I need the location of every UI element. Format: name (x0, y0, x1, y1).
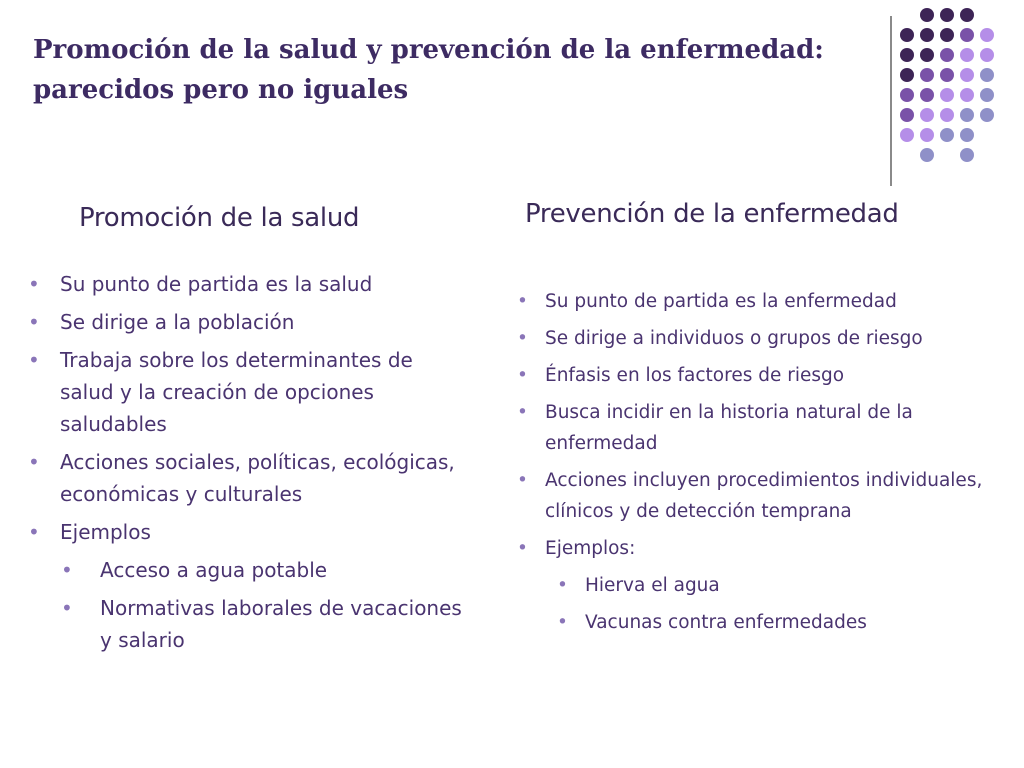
list-item: • Busca incidir en la historia natural de la enfermedad (515, 397, 985, 459)
example-item: • Hierva el agua (515, 570, 985, 601)
decor-dot (960, 48, 974, 62)
decor-dot (960, 128, 974, 142)
decor-dot (920, 128, 934, 142)
prevention-column (515, 194, 985, 644)
decor-dot (980, 28, 994, 42)
decor-dot (900, 128, 914, 142)
decor-dot (920, 28, 934, 42)
promotion-list (28, 268, 468, 656)
list-item: • Acciones sociales, políticas, ecológicas, económicas y culturales (28, 446, 468, 510)
list-item: • Ejemplos: (515, 533, 985, 564)
list-item: • Se dirige a individuos o grupos de riesgo (515, 323, 985, 354)
decor-dot (920, 68, 934, 82)
list-item: • Se dirige a la población (28, 306, 468, 338)
list-item: • Su punto de partida es la enfermedad (515, 286, 985, 317)
example-item: • Normativas laborales de vacaciones y salario (28, 592, 468, 656)
example-item: • Acceso a agua potable (28, 554, 468, 586)
decor-dot (940, 8, 954, 22)
decor-dot (940, 28, 954, 42)
decor-dot (960, 28, 974, 42)
decor-dot (920, 148, 934, 162)
decor-dot (960, 148, 974, 162)
decor-dot (920, 48, 934, 62)
decor-dot (980, 88, 994, 102)
list-item: • Su punto de partida es la salud (28, 268, 468, 300)
list-item: • Acciones incluyen procedimientos individuales, clínicos y de detección temprana (515, 465, 985, 527)
decor-dot (900, 68, 914, 82)
decor-dot (940, 108, 954, 122)
list-item: • Ejemplos (28, 516, 468, 548)
slide-title: Promoción de la salud y prevención de la enfermedad: parecidos pero no iguales (33, 35, 824, 105)
prevention-heading: Prevención de la enfermedad (525, 199, 899, 229)
decor-dot (920, 8, 934, 22)
decor-dot (940, 128, 954, 142)
vertical-divider (890, 16, 892, 186)
decor-dot (900, 28, 914, 42)
example-item: • Vacunas contra enfermedades (515, 607, 985, 638)
decor-dot (940, 68, 954, 82)
decor-dot (900, 88, 914, 102)
promotion-column (28, 198, 468, 662)
decor-dot (900, 108, 914, 122)
promotion-heading: Promoción de la salud (79, 203, 360, 233)
decor-dot (980, 48, 994, 62)
prevention-list (515, 286, 985, 638)
decor-dot (940, 48, 954, 62)
decor-dot (920, 108, 934, 122)
decor-dot (900, 48, 914, 62)
decor-dot (960, 68, 974, 82)
decor-dot (980, 108, 994, 122)
decor-dot (960, 88, 974, 102)
decor-dot (940, 88, 954, 102)
decor-dot (920, 88, 934, 102)
decor-dot (980, 68, 994, 82)
decor-dot (960, 108, 974, 122)
decor-dot (960, 8, 974, 22)
decorative-dot-grid (900, 8, 1024, 168)
list-item: • Énfasis en los factores de riesgo (515, 360, 985, 391)
list-item: • Trabaja sobre los determinantes de salud y la creación de opciones saludables (28, 344, 468, 440)
